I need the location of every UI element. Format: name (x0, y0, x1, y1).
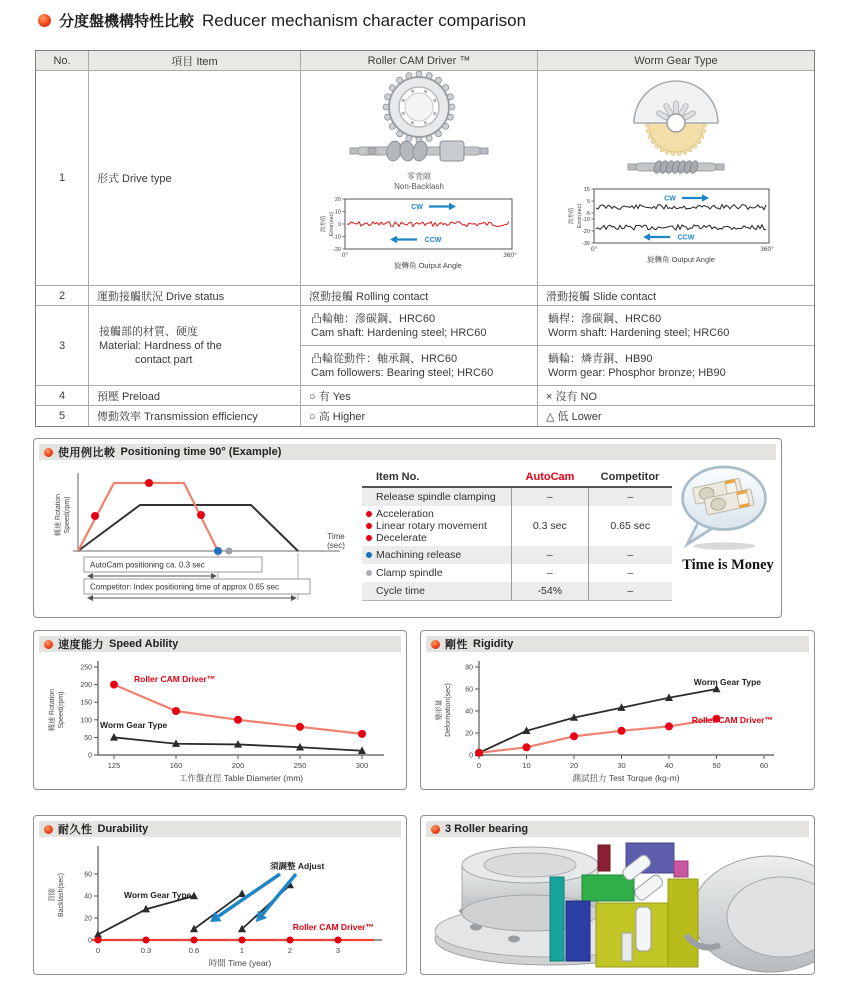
svg-text:CCW: CCW (677, 234, 694, 242)
svg-text:背隙: 背隙 (49, 888, 56, 902)
col-header-no: No. (36, 51, 89, 71)
svg-text:3: 3 (335, 946, 341, 955)
svg-text:100: 100 (80, 717, 92, 725)
svg-text:Competitor: Index positioning: Competitor: Index positioning time of approx 0.65 sec (90, 582, 279, 592)
svg-text:20: 20 (465, 730, 473, 738)
svg-text:變形量: 變形量 (436, 699, 443, 721)
svg-text:0°: 0° (590, 246, 597, 253)
svg-text:0: 0 (337, 222, 341, 228)
svg-text:0: 0 (469, 752, 473, 760)
svg-text:1: 1 (239, 946, 245, 955)
svg-text:Roller CAM Driver™: Roller CAM Driver™ (292, 922, 374, 932)
roller-bearing-section (420, 815, 815, 975)
svg-text:60: 60 (759, 761, 769, 770)
svg-text:-30: -30 (581, 241, 590, 247)
svg-text:0: 0 (95, 946, 101, 955)
svg-text:CW: CW (663, 195, 676, 203)
main-comparison-table (35, 50, 815, 427)
durability-section (33, 815, 407, 975)
svg-text:250: 250 (293, 761, 307, 770)
svg-text:2: 2 (287, 946, 293, 955)
row3-item: 接觸部的材質、硬度 Material: Hardness of the contact part (89, 306, 301, 386)
svg-text:轉速 Rotation: 轉速 Rotation (55, 493, 62, 537)
svg-text:40: 40 (664, 761, 674, 770)
col-header-item: 項目 Item (89, 51, 301, 71)
row1-roller-cell (301, 71, 538, 286)
svg-text:旋轉角 Output Angle: 旋轉角 Output Angle (393, 261, 462, 270)
svg-text:30: 30 (617, 761, 626, 770)
svg-text:360°: 360° (502, 252, 517, 259)
svg-text:轉速 Rotation: 轉速 Rotation (49, 688, 56, 732)
row1-worm-cell (538, 71, 814, 286)
section-bullet-icon (44, 640, 53, 649)
row1-no: 1 (36, 71, 89, 286)
svg-text:20: 20 (334, 197, 341, 203)
svg-text:0.3: 0.3 (140, 946, 152, 955)
table-row: Release spindle clamping – – (362, 488, 672, 506)
svg-text:80: 80 (465, 664, 473, 672)
svg-text:125: 125 (107, 761, 121, 770)
durability-chart (42, 840, 398, 968)
svg-text:Error(sec): Error(sec) (576, 203, 583, 229)
table-row: Clamp spindle – – (362, 564, 672, 582)
svg-text:工作盤直徑 Table Diameter (mm): 工作盤直徑 Table Diameter (mm) (178, 773, 304, 783)
svg-text:200: 200 (80, 682, 92, 690)
section-bullet-icon (44, 825, 53, 834)
roller-figure-caption: 零背隙 Non-Backlash (394, 172, 444, 191)
blue-bullet-icon (366, 552, 372, 558)
svg-text:測試扭力 Test Torque (kg-m): 測試扭力 Test Torque (kg-m) (572, 773, 680, 783)
svg-text:Speed(rpm): Speed(rpm) (64, 496, 71, 534)
page-title-en: Reducer mechanism character comparison (202, 10, 527, 30)
svg-text:20: 20 (84, 915, 92, 923)
svg-text:-10: -10 (581, 217, 590, 223)
row3-worm-top: 蝸桿：滲碳鋼、HRC60 Worm shaft: Hardening steel; HRC60 (538, 306, 814, 346)
row3-worm-bottom: 蝸輪：燐青銅、HB90 Worm gear: Phosphor bronze; HB90 (538, 346, 814, 386)
worm-error-graph (564, 185, 789, 269)
svg-text:50: 50 (84, 734, 92, 742)
title-bullet-icon (38, 14, 51, 27)
row5-item: 傳動效率 Transmission efficiency (89, 406, 301, 426)
row2-roller-value: 滾動接觸 Rolling contact (301, 286, 538, 306)
page-title-zh: 分度盤機構特性比較 (59, 13, 195, 30)
row2-item: 運動接觸狀況 Drive status (89, 286, 301, 306)
gray-bullet-icon (366, 570, 372, 576)
positioning-table-header: Item No. AutoCam Competitor (362, 467, 672, 488)
row5-roller-value: ○ 高 Higher (301, 406, 538, 426)
svg-text:旋轉角 Output Angle: 旋轉角 Output Angle (646, 255, 715, 264)
rigidity-section-header: 剛性 Rigidity (426, 636, 809, 652)
row4-item: 預壓 Preload (89, 386, 301, 406)
positioning-time-section (33, 438, 782, 618)
svg-text:10: 10 (522, 761, 531, 770)
row4-roller-value: ○ 有 Yes (301, 386, 538, 406)
svg-text:CW: CW (410, 204, 423, 211)
svg-text:300: 300 (355, 761, 369, 770)
roller-bearing-cutaway-image (429, 839, 806, 971)
svg-text:0: 0 (476, 761, 482, 770)
svg-text:0°: 0° (341, 252, 348, 259)
red-bullet-icon (366, 535, 372, 541)
svg-text:40: 40 (84, 893, 92, 901)
svg-text:0: 0 (88, 937, 92, 945)
svg-text:誤差值: 誤差值 (320, 215, 327, 233)
row4-worm-value: × 沒有 NO (538, 386, 814, 406)
roller-cam-driver-image (344, 71, 494, 171)
positioning-time-chart (48, 465, 350, 613)
section-bullet-icon (44, 448, 53, 457)
svg-text:15: 15 (583, 187, 590, 193)
row3-roller-bottom: 凸輪從動件：軸承鋼、HRC60 Cam followers: Bearing steel; HRC60 (301, 346, 538, 386)
table-row: Acceleration Linear rotary movement Decelerate 0.3 sec 0.65 sec (362, 506, 672, 546)
money-speech-bubble-image (678, 461, 770, 553)
col-header-roller-cam: Roller CAM Driver ™ (301, 51, 538, 71)
svg-text:(sec): (sec) (327, 541, 345, 550)
svg-text:200: 200 (231, 761, 245, 770)
row2-no: 2 (36, 286, 89, 306)
positioning-section-header: 使用例比較 Positioning time 90° (Example) (39, 444, 776, 460)
svg-text:Worm Gear Type: Worm Gear Type (124, 890, 192, 900)
svg-text:60: 60 (84, 871, 92, 879)
row4-no: 4 (36, 386, 89, 406)
svg-text:250: 250 (80, 664, 92, 672)
speed-ability-chart (42, 655, 398, 783)
svg-text:誤差值: 誤差值 (568, 207, 575, 225)
red-bullet-icon (366, 511, 372, 517)
row1-item: 形式 Drive type (89, 71, 301, 286)
svg-text:-10: -10 (332, 234, 341, 241)
svg-text:60: 60 (465, 686, 473, 694)
money-caption: Time is Money (682, 557, 774, 573)
svg-text:Time: Time (327, 532, 345, 541)
svg-text:0: 0 (88, 752, 92, 760)
svg-text:Roller CAM Driver™: Roller CAM Driver™ (134, 674, 216, 684)
row5-worm-value: △ 低 Lower (546, 411, 602, 423)
svg-text:Backlash(sec): Backlash(sec) (58, 873, 65, 917)
svg-text:Worm Gear Type: Worm Gear Type (100, 720, 168, 730)
svg-text:40: 40 (465, 708, 473, 716)
section-bullet-icon (431, 640, 440, 649)
col-header-worm-gear: Worm Gear Type (538, 51, 814, 71)
svg-text:-5: -5 (584, 211, 590, 217)
rigidity-chart (429, 655, 806, 783)
svg-text:20: 20 (569, 761, 579, 770)
rigidity-section (420, 630, 815, 790)
row3-roller-top: 凸輪軸：滲碳鋼、HRC60 Cam shaft: Hardening steel; HRC60 (301, 306, 538, 346)
svg-text:160: 160 (169, 761, 183, 770)
bearing-section-header: 3 Roller bearing (426, 821, 809, 837)
positioning-comparison-table (362, 467, 672, 601)
svg-text:0.6: 0.6 (188, 946, 200, 955)
row2-worm-value: 滑動接觸 Slide contact (538, 286, 814, 306)
svg-text:Error(sec): Error(sec) (328, 211, 335, 237)
svg-text:時間 Time (year): 時間 Time (year) (208, 958, 272, 968)
time-is-money-figure (678, 461, 778, 574)
svg-text:Roller CAM Driver™: Roller CAM Driver™ (691, 715, 773, 725)
row5-no: 5 (36, 406, 89, 426)
svg-text:Worm Gear Type: Worm Gear Type (693, 677, 761, 687)
red-bullet-icon (366, 523, 372, 529)
svg-text:CCW: CCW (424, 237, 441, 244)
svg-text:150: 150 (80, 699, 92, 707)
svg-text:10: 10 (334, 209, 341, 216)
svg-text:-20: -20 (332, 247, 341, 253)
row3-no: 3 (36, 306, 89, 386)
svg-text:AutoCam positioning ca. 0.3 se: AutoCam positioning ca. 0.3 sec (90, 560, 205, 570)
svg-text:360°: 360° (759, 246, 774, 253)
table-row: Machining release – – (362, 546, 672, 564)
svg-text:Speed(rpm): Speed(rpm) (58, 691, 65, 729)
durability-section-header: 耐久性 Durability (39, 821, 401, 837)
roller-error-graph (317, 193, 522, 277)
svg-text:-20: -20 (581, 229, 590, 235)
section-bullet-icon (431, 825, 440, 834)
svg-text:5: 5 (586, 199, 590, 205)
svg-text:50: 50 (712, 761, 721, 770)
svg-text:Deformation(sec): Deformation(sec) (445, 683, 452, 737)
worm-gear-image (606, 77, 746, 177)
svg-text:須調整 Adjust: 須調整 Adjust (270, 861, 325, 871)
speed-section-header: 速度能力 Speed Ability (39, 636, 401, 652)
speed-ability-section (33, 630, 407, 790)
page-title (38, 10, 526, 31)
table-row: Cycle time -54% – (362, 582, 672, 600)
